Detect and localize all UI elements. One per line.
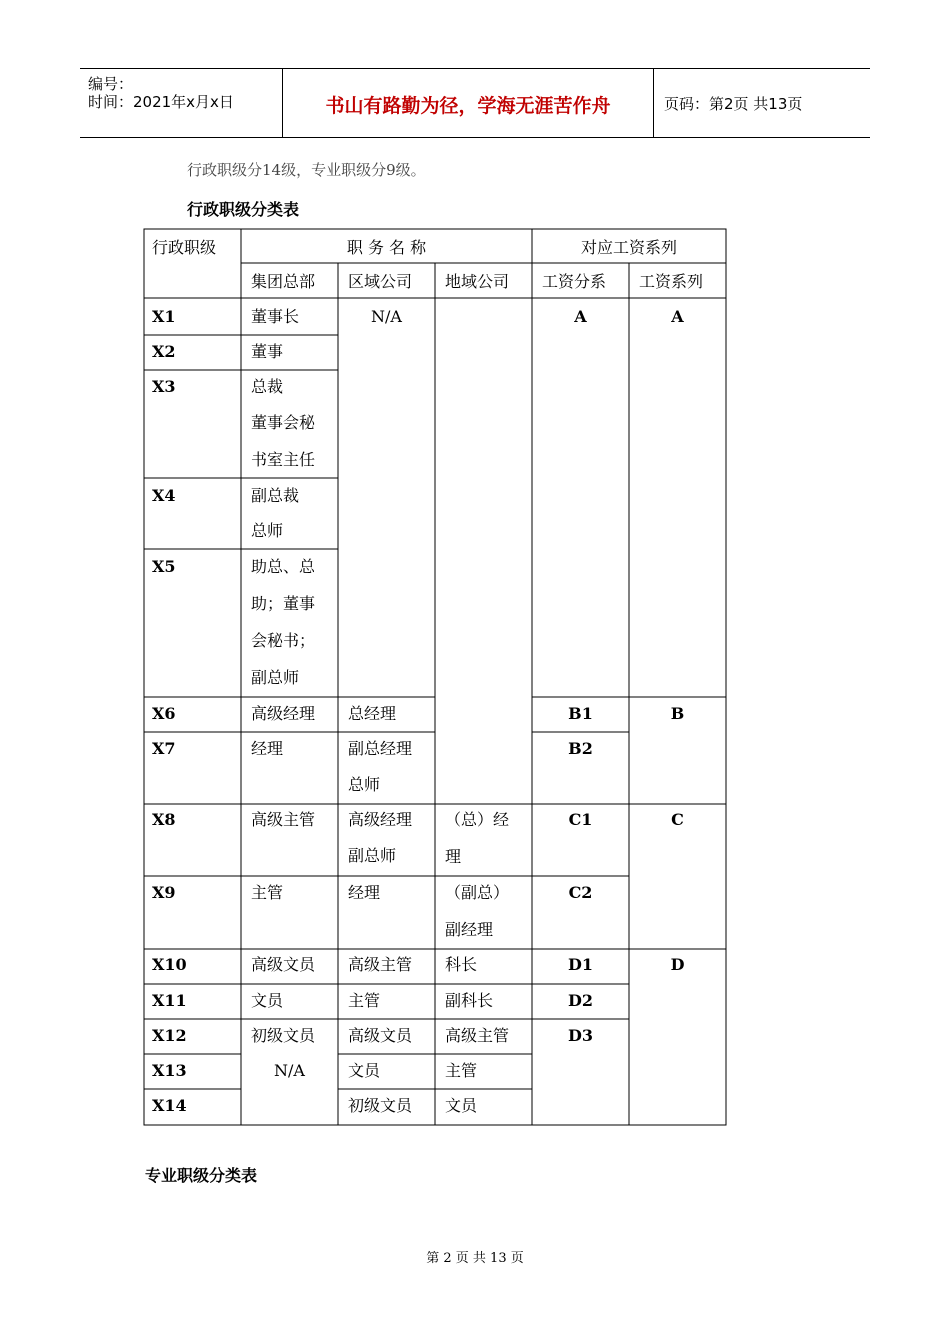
salary-class-cell: C1 xyxy=(568,810,593,829)
local-cell: 文员 xyxy=(445,1096,478,1115)
col-header-local: 地域公司 xyxy=(445,272,510,291)
doc-time-label: 时间：2021年x月x日 xyxy=(88,93,234,111)
grade-cell: X11 xyxy=(152,991,187,1010)
regional-cell: 副总经理 xyxy=(348,739,413,758)
local-cell: （副总） xyxy=(445,883,510,902)
salary-class-cell: D3 xyxy=(567,1026,593,1045)
salary-class-cell: A xyxy=(574,307,587,326)
regional-cell: 经理 xyxy=(348,883,381,902)
grade-cell: X12 xyxy=(152,1026,187,1045)
hq-cell: 总师 xyxy=(251,521,284,540)
grade-cell: X10 xyxy=(152,955,187,974)
hq-cell: 高级主管 xyxy=(251,810,316,829)
col-header-salary-class: 工资分系 xyxy=(542,272,607,291)
col-header-salary: 对应工资系列 xyxy=(580,238,677,257)
regional-cell: 高级主管 xyxy=(348,955,413,974)
regional-cell: 主管 xyxy=(348,991,381,1010)
hq-cell: 总裁 xyxy=(251,377,284,396)
salary-class-cell: D2 xyxy=(567,991,593,1010)
col-header-grade: 行政职级 xyxy=(152,238,217,257)
hq-cell: 初级文员 xyxy=(251,1026,316,1045)
salary-class-cell: B1 xyxy=(568,704,593,723)
header-motto: 书山有路勤为径，学海无涯苦作舟 xyxy=(325,95,611,117)
salary-class-cell: C2 xyxy=(568,883,593,902)
local-cell: 主管 xyxy=(445,1061,478,1080)
grade-cell: X3 xyxy=(152,377,176,396)
grade-cell: X4 xyxy=(152,486,176,505)
hq-cell: 经理 xyxy=(251,739,284,758)
grade-cell: X2 xyxy=(152,342,176,361)
grade-cell: X1 xyxy=(152,307,176,326)
hq-cell: 董事 xyxy=(251,342,284,361)
col-header-salary-series: 工资系列 xyxy=(639,272,704,291)
page-footer: 第 2 页 共 13 页 xyxy=(426,1251,524,1266)
hq-cell: 副总师 xyxy=(251,668,300,687)
regional-cell: 文员 xyxy=(348,1061,381,1080)
hq-cell: 高级文员 xyxy=(251,955,316,974)
hq-cell: 文员 xyxy=(251,991,284,1010)
local-cell: 科长 xyxy=(445,955,478,974)
hq-cell: 董事长 xyxy=(251,307,300,326)
hq-cell: 副总裁 xyxy=(251,486,300,505)
local-cell: （总）经 xyxy=(445,810,510,829)
local-cell: 副经理 xyxy=(445,920,494,939)
col-header-job-title: 职 务 名 称 xyxy=(346,238,427,257)
salary-series-cell: D xyxy=(670,955,685,974)
table1-title: 行政职级分类表 xyxy=(187,200,300,219)
hq-cell: 助总、总 xyxy=(251,557,316,576)
local-cell: 高级主管 xyxy=(445,1026,510,1045)
hq-cell: N/A xyxy=(274,1061,305,1080)
grade-cell: X13 xyxy=(152,1061,187,1080)
salary-series-cell: A xyxy=(671,307,684,326)
salary-series-cell: C xyxy=(671,810,684,829)
salary-class-cell: D1 xyxy=(567,955,593,974)
grade-cell: X5 xyxy=(152,557,176,576)
regional-cell: 高级经理 xyxy=(348,810,413,829)
table2-title: 专业职级分类表 xyxy=(145,1166,258,1185)
grade-cell: X7 xyxy=(152,739,176,758)
hq-cell: 高级经理 xyxy=(251,704,316,723)
grade-cell: X9 xyxy=(152,883,176,902)
hq-cell: 助；董事 xyxy=(251,594,316,613)
salary-class-cell: B2 xyxy=(568,739,593,758)
col-header-hq: 集团总部 xyxy=(251,272,316,291)
grade-cell: X8 xyxy=(152,810,176,829)
intro-paragraph: 行政职级分14级，专业职级分9级。 xyxy=(187,161,426,179)
grade-cell: X14 xyxy=(152,1096,187,1115)
header-page-info: 页码：第2页 共13页 xyxy=(664,95,803,113)
hq-cell: 书室主任 xyxy=(251,450,316,469)
hq-cell: 董事会秘 xyxy=(251,413,316,432)
regional-cell: 总经理 xyxy=(348,704,397,723)
regional-cell: 高级文员 xyxy=(348,1026,413,1045)
regional-cell: 总师 xyxy=(348,775,381,794)
col-header-regional: 区域公司 xyxy=(348,272,413,291)
salary-series-cell: B xyxy=(670,704,685,723)
hq-cell: 会秘书； xyxy=(251,631,316,650)
regional-cell: N/A xyxy=(371,307,402,326)
doc-number-label: 编号： xyxy=(88,75,134,93)
hq-cell: 主管 xyxy=(251,883,284,902)
local-cell: 理 xyxy=(445,847,462,866)
regional-cell: 副总师 xyxy=(348,846,397,865)
local-cell: 副科长 xyxy=(445,991,494,1010)
grade-cell: X6 xyxy=(152,704,176,723)
regional-cell: 初级文员 xyxy=(348,1096,413,1115)
